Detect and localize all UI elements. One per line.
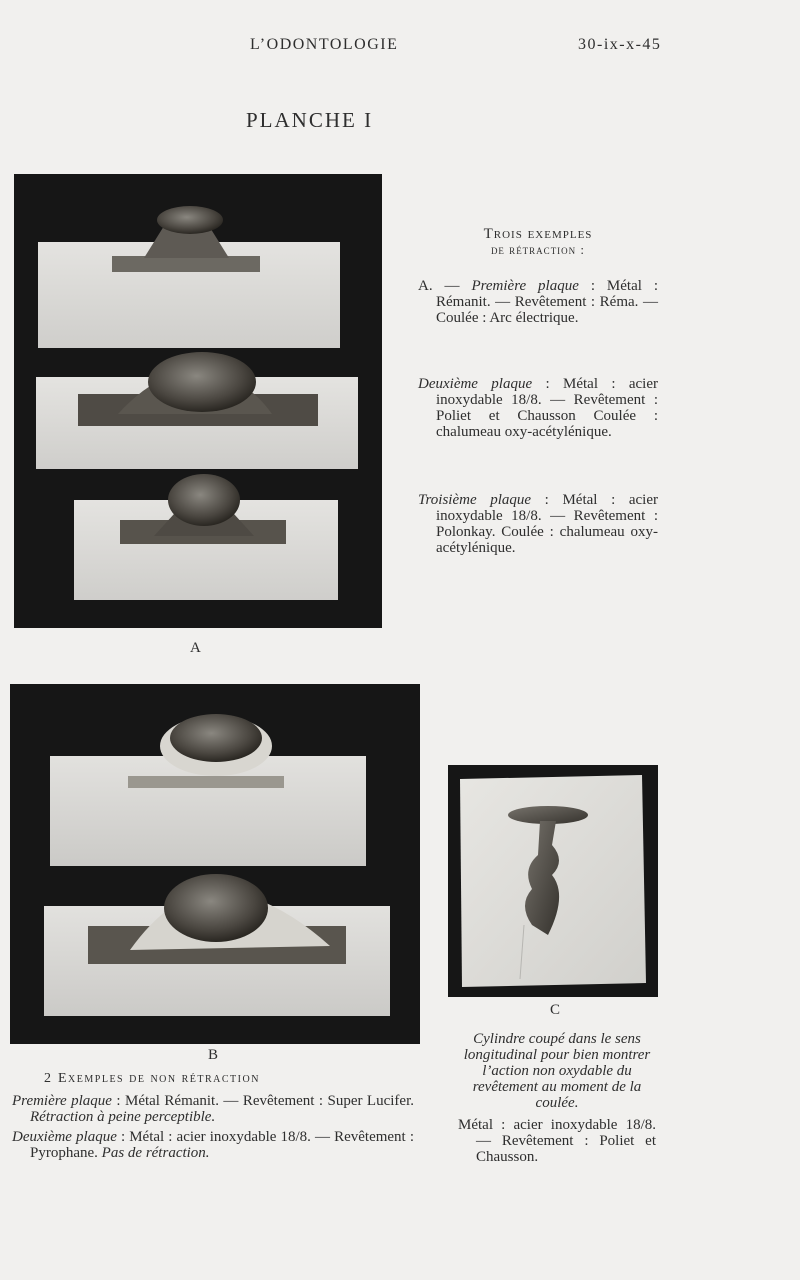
item-name: Deuxième plaque [12, 1129, 117, 1145]
running-head-date: 30-ix-x-45 [578, 36, 662, 53]
figure-b-item-2 [12, 1129, 414, 1161]
item-text: : Métal Rémanit. — Revêtement : Super Lucifer. [111, 1093, 414, 1109]
figure-c-label: C [550, 1002, 561, 1018]
item-name: Deuxième plaque [418, 376, 533, 392]
item-note: Rétraction à peine perceptible. [30, 1109, 216, 1125]
figure-b-heading-text: Exemples de non rétraction [58, 1071, 260, 1086]
photo-b-illustration [10, 684, 420, 1044]
photo-c [448, 765, 658, 997]
figure-c-description [458, 1031, 656, 1165]
figure-c-caption-plain: Métal : acier inoxydable 18/8. — Revêtement : Poliet et Chausson. [458, 1117, 656, 1165]
plate-title: PLANCHE I [246, 108, 374, 132]
item-name: Première plaque [471, 278, 579, 294]
item-prefix: A. — [418, 278, 472, 294]
figure-c-caption-italic: Cylindre coupé dans le sens longitudinal pour bien montrer l’action non oxydable du revêtement au moment de la coulée. [463, 1031, 651, 1111]
figure-a-label: A [190, 640, 201, 656]
item-text: : Métal : acier inoxydable 18/8. — Revêtement : Polonkay. Coulée : chalumeau oxy-acétylénique. [436, 492, 658, 556]
item-name: Première plaque [12, 1093, 112, 1109]
photo-c-illustration [448, 765, 658, 997]
figure-a-item-3 [418, 492, 658, 556]
figure-a-item-1 [418, 278, 658, 326]
figure-b-item-1 [12, 1093, 414, 1125]
figure-b-description [12, 1093, 414, 1161]
item-text: : Métal : acier inoxydable 18/8. — Revêtement : Pyrophane. [30, 1129, 414, 1161]
item-text: : Métal : Rémanit. — Revêtement : Réma. — Coulée : Arc électrique. [436, 278, 658, 326]
photo-a-illustration [14, 174, 382, 628]
figure-a-heading-line2: de rétraction : [490, 242, 586, 257]
item-name: Troisième plaque [418, 492, 532, 508]
figure-b-heading [44, 1071, 260, 1087]
item-note: Pas de rétraction. [101, 1145, 210, 1161]
figure-b-label: B [208, 1047, 219, 1063]
figure-b-heading-number: 2 [44, 1071, 51, 1086]
running-head-journal: L’ODONTOLOGIE [250, 36, 399, 53]
figure-a-heading-line1: Trois exemples [483, 226, 593, 242]
figure-a-description [418, 226, 658, 556]
photo-a [14, 174, 382, 628]
figure-a-item-2 [418, 376, 658, 440]
item-text: : Métal : acier inoxydable 18/8. — Revêtement : Poliet et Chausson Coulée : chalumeau oxy-acétylénique. [436, 376, 658, 440]
photo-b [10, 684, 420, 1044]
